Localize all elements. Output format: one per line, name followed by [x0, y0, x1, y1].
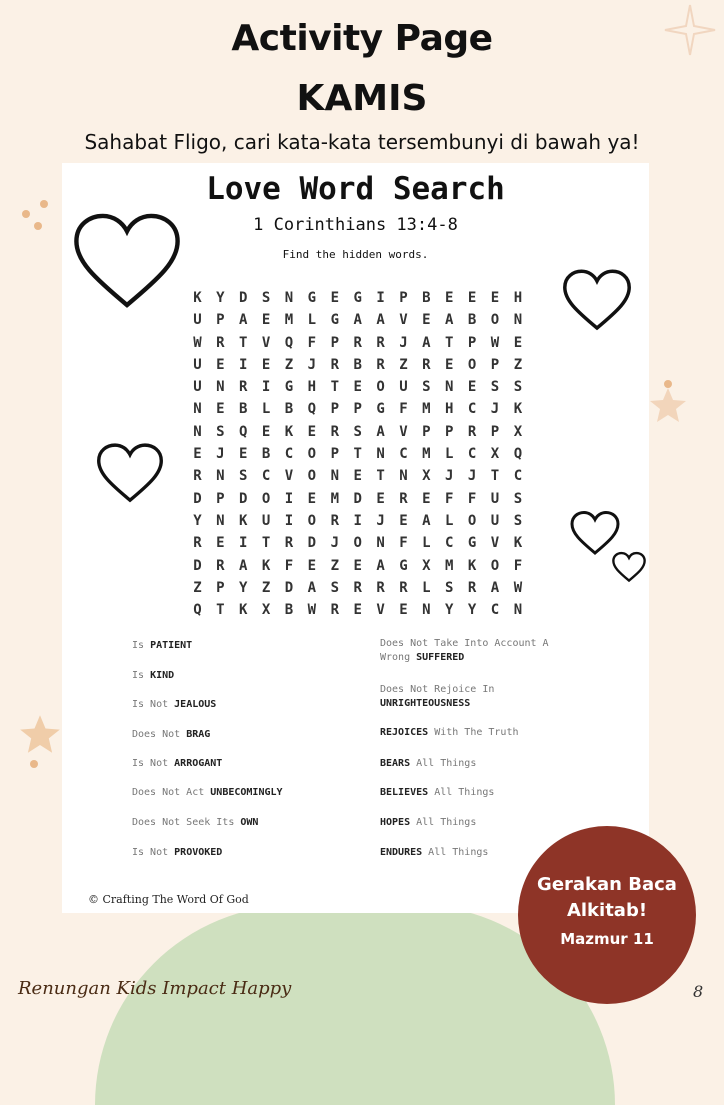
heart-icon — [96, 441, 164, 505]
star-icon — [18, 712, 62, 756]
clue-text: Wrong — [380, 652, 417, 663]
grid-letter: G — [467, 535, 477, 552]
grid-letter: L — [422, 535, 431, 552]
grid-letter: A — [307, 579, 317, 596]
grid-letter: A — [353, 312, 362, 329]
grid-letter: E — [490, 290, 500, 306]
grid-letter: E — [353, 468, 362, 485]
grid-letter: E — [216, 535, 225, 552]
grid-letter: K — [193, 290, 202, 306]
grid-letter: K — [513, 535, 523, 552]
clue-left-item — [132, 728, 210, 742]
grid-letter: P — [330, 446, 339, 463]
grid-letter: E — [445, 356, 454, 373]
grid-letter: Z — [261, 579, 271, 596]
heart-icon — [570, 509, 620, 557]
grid-letter: E — [239, 446, 248, 463]
grid-letter: O — [307, 468, 317, 485]
worksheet — [62, 163, 649, 913]
grid-letter: E — [353, 379, 362, 396]
grid-letter: R — [330, 602, 339, 619]
grid-letter: P — [467, 334, 477, 351]
grid-letter: U — [261, 512, 271, 529]
grid-letter: F — [399, 401, 408, 418]
grid-letter: O — [307, 446, 317, 463]
decor-dot — [40, 200, 48, 208]
grid-letter: J — [307, 356, 317, 373]
grid-letter: D — [284, 579, 294, 596]
clue-right-item — [380, 757, 476, 771]
grid-letter: M — [284, 312, 294, 329]
grid-letter: G — [307, 290, 317, 306]
clue-right-item — [380, 786, 494, 800]
page-title: Activity Page — [231, 18, 493, 59]
grid-letter: E — [353, 602, 362, 619]
grid-letter: E — [399, 512, 408, 529]
grid-letter: K — [239, 512, 248, 529]
grid-letter: P — [330, 334, 339, 351]
clue-left-item — [132, 698, 216, 712]
grid-letter: N — [445, 379, 454, 396]
grid-letter: N — [513, 312, 523, 329]
clue-right-item — [380, 846, 488, 860]
grid-letter: A — [445, 312, 454, 329]
grid-letter: G — [353, 290, 362, 306]
grid-letter: C — [399, 446, 408, 463]
grid-letter: T — [353, 446, 362, 463]
grid-letter: A — [422, 334, 431, 351]
grid-letter: S — [261, 290, 271, 306]
grid-letter: I — [239, 356, 248, 373]
clue-word: ENDURES — [380, 847, 423, 858]
clue-text: All Things — [422, 847, 489, 858]
grid-letter: Z — [330, 557, 339, 574]
grid-letter: E — [307, 557, 317, 574]
grid-letter: H — [307, 379, 317, 396]
clue-word: PATIENT — [150, 640, 193, 651]
grid-letter: T — [490, 468, 500, 485]
grid-letter: B — [239, 401, 248, 418]
clue-text: Does Not Act — [132, 787, 211, 798]
word-search-grid — [186, 287, 529, 621]
grid-letter: N — [216, 512, 225, 529]
grid-letter: A — [376, 423, 385, 440]
badge-line-2: Alkitab! — [566, 900, 648, 921]
bible-reading-badge — [518, 826, 696, 1004]
grid-letter: Z — [513, 356, 523, 373]
clue-word: KIND — [150, 670, 175, 681]
grid-letter: U — [490, 490, 500, 507]
grid-letter: R — [216, 334, 225, 351]
clue-word: UNBECOMINGLY — [210, 787, 283, 798]
grid-letter: V — [284, 468, 294, 485]
grid-letter: I — [353, 512, 362, 529]
clue-word: REJOICES — [380, 727, 429, 738]
grid-letter: S — [513, 512, 523, 529]
day-title: KAMIS — [296, 78, 428, 119]
grid-letter: A — [239, 557, 248, 574]
grid-letter: V — [261, 334, 271, 351]
grid-letter: D — [239, 490, 248, 507]
grid-letter: F — [513, 557, 523, 574]
clue-text: Is Not — [132, 758, 175, 769]
grid-letter: A — [422, 512, 431, 529]
grid-letter: I — [261, 379, 271, 396]
grid-letter: J — [376, 512, 385, 529]
grid-letter: D — [193, 557, 202, 574]
grid-letter: L — [445, 512, 454, 529]
grid-letter: O — [261, 490, 271, 507]
grid-letter: I — [376, 290, 385, 306]
grid-letter: N — [399, 468, 408, 485]
grid-letter: M — [422, 401, 431, 418]
grid-letter: O — [376, 379, 385, 396]
grid-letter: R — [330, 356, 339, 373]
grid-letter: R — [422, 356, 431, 373]
grid-letter: E — [216, 356, 225, 373]
grid-letter: V — [399, 423, 408, 440]
clue-right-item — [380, 637, 549, 665]
grid-letter: Y — [467, 602, 477, 619]
footer-brand: Renungan Kids Impact Happy — [18, 978, 292, 999]
grid-letter: S — [513, 379, 523, 396]
heart-icon — [612, 551, 646, 583]
grid-letter: K — [261, 557, 271, 574]
grid-letter: B — [261, 446, 271, 463]
grid-letter: R — [284, 535, 294, 552]
grid-letter: V — [490, 535, 500, 552]
grid-letter: U — [193, 356, 202, 373]
clue-left-item — [132, 757, 222, 771]
clue-text: Is Not — [132, 699, 175, 710]
grid-letter: M — [445, 557, 454, 574]
clue-text: Is Not — [132, 847, 175, 858]
clue-word: HOPES — [380, 817, 411, 828]
grid-letter: F — [467, 490, 477, 507]
grid-letter: F — [399, 535, 408, 552]
grid-letter: T — [239, 334, 248, 351]
grid-letter: H — [513, 290, 523, 306]
grid-letter: Q — [239, 423, 248, 440]
grid-letter: U — [193, 379, 202, 396]
grid-letter: E — [467, 379, 477, 396]
grid-letter: N — [376, 446, 385, 463]
grid-letter: W — [307, 602, 317, 619]
grid-letter: P — [353, 401, 362, 418]
grid-letter: R — [216, 557, 225, 574]
grid-letter: J — [467, 468, 477, 485]
grid-letter: D — [193, 490, 202, 507]
grid-letter: B — [467, 312, 477, 329]
credit-text: © Crafting The Word Of God — [88, 893, 249, 906]
clue-right-item — [380, 816, 476, 830]
grid-letter: N — [513, 602, 523, 619]
grid-letter: A — [376, 557, 385, 574]
grid-letter: U — [399, 379, 408, 396]
worksheet-reference: 1 Corinthians 13:4-8 — [253, 215, 458, 235]
grid-letter: P — [216, 490, 225, 507]
grid-letter: E — [422, 490, 431, 507]
grid-letter: J — [490, 401, 500, 418]
grid-letter: S — [445, 579, 454, 596]
grid-letter: E — [261, 423, 271, 440]
grid-letter: Y — [216, 290, 225, 306]
grid-letter: P — [216, 579, 225, 596]
grid-letter: C — [513, 468, 523, 485]
grid-letter: C — [445, 535, 454, 552]
grid-letter: R — [467, 579, 477, 596]
grid-letter: I — [284, 512, 294, 529]
grid-letter: G — [330, 312, 339, 329]
grid-letter: G — [399, 557, 408, 574]
grid-letter: F — [445, 490, 454, 507]
clue-word: UNRIGHTEOUSNESS — [380, 698, 471, 709]
clue-text: Is — [132, 640, 151, 651]
grid-letter: K — [467, 557, 477, 574]
grid-letter: R — [467, 423, 477, 440]
decor-dot — [34, 222, 42, 230]
clue-text: Does Not Take Into Account A — [380, 638, 549, 649]
page-instruction: Sahabat Fligo, cari kata-kata tersembunyi di bawah ya! — [84, 130, 640, 154]
grid-letter: E — [261, 356, 271, 373]
grid-letter: S — [422, 379, 431, 396]
grid-letter: S — [330, 579, 339, 596]
grid-letter: M — [330, 490, 339, 507]
grid-letter: E — [216, 401, 225, 418]
grid-letter: R — [193, 468, 202, 485]
clue-word: SUFFERED — [416, 652, 465, 663]
grid-letter: I — [284, 490, 294, 507]
grid-letter: Z — [193, 579, 202, 596]
grid-letter: Z — [399, 356, 408, 373]
decor-dot — [30, 760, 38, 768]
grid-letter: N — [193, 423, 202, 440]
grid-letter: A — [239, 312, 248, 329]
grid-letter: B — [284, 602, 294, 619]
grid-letter: J — [399, 334, 408, 351]
grid-letter: R — [376, 356, 385, 373]
grid-letter: L — [422, 579, 431, 596]
clue-text: Does Not Seek Its — [132, 817, 241, 828]
grid-letter: Y — [193, 512, 202, 529]
grid-letter: L — [445, 446, 454, 463]
grid-letter: T — [376, 468, 385, 485]
grid-letter: Q — [284, 334, 294, 351]
grid-letter: Q — [193, 602, 202, 619]
clue-left-item — [132, 846, 222, 860]
grid-letter: E — [307, 423, 317, 440]
grid-letter: E — [513, 334, 523, 351]
grid-letter: E — [422, 312, 431, 329]
grid-letter: K — [239, 602, 248, 619]
grid-letter: L — [261, 401, 271, 418]
grid-letter: O — [467, 356, 477, 373]
clue-text: With The Truth — [428, 727, 519, 738]
worksheet-instruction: Find the hidden words. — [282, 248, 429, 261]
grid-letter: C — [490, 602, 500, 619]
grid-letter: P — [216, 312, 225, 329]
grid-letter: X — [261, 602, 271, 619]
clue-text: Does Not — [132, 729, 187, 740]
grid-letter: X — [422, 557, 431, 574]
grid-letter: F — [307, 334, 317, 351]
grid-letter: R — [239, 379, 248, 396]
grid-letter: U — [193, 312, 202, 329]
grid-letter: C — [467, 401, 477, 418]
grid-letter: R — [399, 490, 408, 507]
grid-letter: W — [490, 334, 500, 351]
grid-letter: T — [330, 379, 339, 396]
grid-letter: R — [376, 579, 385, 596]
grid-letter: M — [422, 446, 431, 463]
grid-letter: R — [353, 334, 362, 351]
grid-letter: R — [353, 579, 362, 596]
grid-letter: E — [399, 602, 408, 619]
grid-letter: Q — [307, 401, 317, 418]
grid-letter: E — [376, 490, 385, 507]
grid-letter: K — [284, 423, 294, 440]
grid-letter: S — [216, 423, 225, 440]
grid-letter: L — [307, 312, 317, 329]
grid-letter: N — [216, 379, 225, 396]
grid-letter: E — [467, 290, 477, 306]
grid-letter: P — [399, 290, 408, 306]
page-number: 8 — [693, 982, 704, 1001]
grid-letter: P — [445, 423, 454, 440]
grid-letter: X — [422, 468, 431, 485]
grid-letter: X — [513, 423, 523, 440]
grid-letter: C — [261, 468, 271, 485]
clue-text: Is — [132, 670, 151, 681]
grid-letter: V — [399, 312, 408, 329]
clue-right-item — [380, 683, 494, 711]
clue-left-item — [132, 669, 174, 683]
grid-letter: G — [284, 379, 294, 396]
grid-letter: V — [376, 602, 385, 619]
grid-letter: S — [353, 423, 362, 440]
clue-left-item — [132, 639, 192, 653]
grid-letter: N — [330, 468, 339, 485]
grid-letter: W — [513, 579, 523, 596]
grid-letter: K — [513, 401, 523, 418]
clue-text: All Things — [410, 758, 477, 769]
grid-letter: D — [353, 490, 362, 507]
clue-text: All Things — [410, 817, 477, 828]
grid-letter: O — [467, 512, 477, 529]
clue-left-item — [132, 816, 258, 830]
worksheet-title: Love Word Search — [206, 171, 505, 207]
grid-letter: D — [307, 535, 317, 552]
clue-word: BELIEVES — [380, 787, 429, 798]
grid-letter: R — [399, 579, 408, 596]
grid-letter: J — [330, 535, 339, 552]
grid-letter: B — [353, 356, 362, 373]
grid-letter: R — [193, 535, 202, 552]
grid-letter: W — [193, 334, 202, 351]
grid-letter: E — [330, 290, 339, 306]
grid-letter: A — [490, 579, 500, 596]
heart-icon — [562, 267, 632, 333]
grid-letter: Q — [513, 446, 523, 463]
grid-letter: D — [239, 290, 248, 306]
grid-letter: E — [353, 557, 362, 574]
grid-letter: S — [490, 379, 500, 396]
grid-letter: P — [490, 423, 500, 440]
clue-right-item — [380, 726, 518, 740]
grid-letter: J — [216, 446, 225, 463]
grid-letter: S — [239, 468, 248, 485]
grid-letter: O — [307, 512, 317, 529]
grid-letter: F — [284, 557, 294, 574]
grid-letter: P — [490, 356, 500, 373]
grid-letter: N — [284, 290, 294, 306]
grid-letter: S — [513, 490, 523, 507]
grid-letter: B — [284, 401, 294, 418]
grid-letter: N — [376, 535, 385, 552]
grid-letter: U — [490, 512, 500, 529]
grid-letter: A — [376, 312, 385, 329]
star-icon — [648, 385, 688, 425]
grid-letter: Y — [239, 579, 248, 596]
grid-letter: P — [330, 401, 339, 418]
badge-line-1: Gerakan Baca — [537, 874, 677, 895]
clue-word: ARROGANT — [174, 758, 223, 769]
clue-word: OWN — [240, 817, 259, 828]
grid-letter: O — [353, 535, 362, 552]
clue-text: All Things — [428, 787, 495, 798]
grid-letter: E — [193, 446, 202, 463]
grid-letter: O — [490, 557, 500, 574]
grid-letter: H — [445, 401, 454, 418]
grid-letter: E — [261, 312, 271, 329]
heart-icon — [72, 211, 182, 311]
clue-word: BEARS — [380, 758, 411, 769]
grid-letter: N — [193, 401, 202, 418]
grid-letter: T — [445, 334, 454, 351]
clue-word: JEALOUS — [174, 699, 217, 710]
grid-letter: B — [422, 290, 431, 306]
grid-letter: G — [376, 401, 385, 418]
grid-letter: R — [330, 423, 339, 440]
grid-letter: I — [239, 535, 248, 552]
grid-letter: T — [216, 602, 225, 619]
grid-letter: E — [445, 290, 454, 306]
grid-letter: N — [422, 602, 431, 619]
grid-letter: P — [422, 423, 431, 440]
grid-letter: C — [467, 446, 477, 463]
grid-letter: C — [284, 446, 294, 463]
grid-letter: E — [307, 490, 317, 507]
clue-word: BRAG — [186, 729, 211, 740]
decor-dot — [22, 210, 30, 218]
grid-letter: T — [261, 535, 271, 552]
badge-line-3: Mazmur 11 — [560, 930, 654, 948]
clue-word: PROVOKED — [174, 847, 223, 858]
clue-text: Does Not Rejoice In — [380, 684, 495, 695]
grid-letter: X — [490, 446, 500, 463]
grid-letter: R — [330, 512, 339, 529]
grid-letter: O — [490, 312, 500, 329]
grid-letter: Y — [445, 602, 454, 619]
grid-letter: J — [445, 468, 454, 485]
clue-left-item — [132, 786, 283, 800]
grid-letter: N — [216, 468, 225, 485]
grid-letter: R — [376, 334, 385, 351]
grid-letter: Z — [284, 356, 294, 373]
